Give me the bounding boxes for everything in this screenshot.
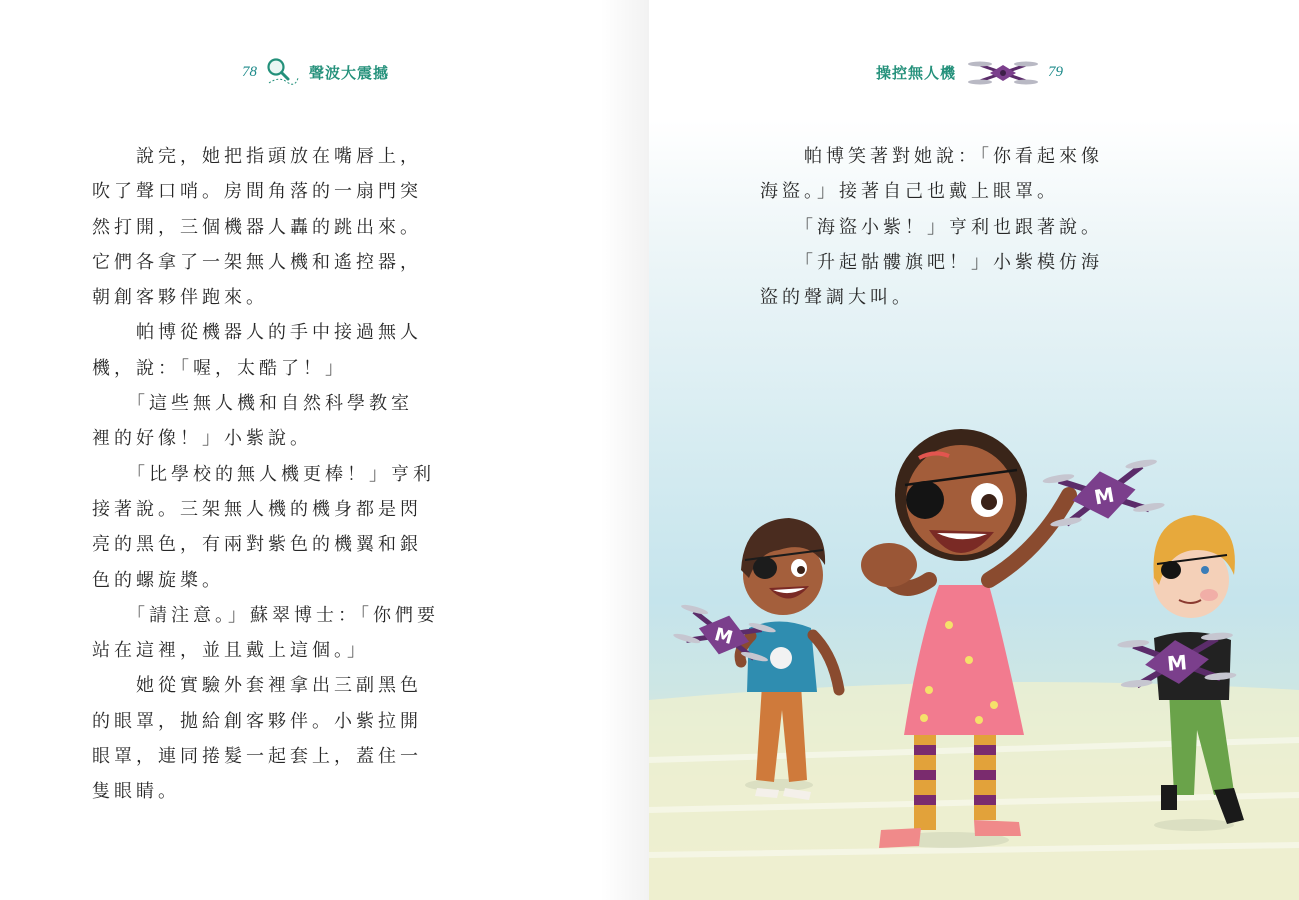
text-line: 它們各拿了一架無人機和遙控器， <box>92 251 422 273</box>
text-line: 海盜。」接著自己也戴上眼罩。 <box>760 181 1059 203</box>
text-line: 帕博從機器人的手中接過無人 <box>92 322 422 344</box>
left-chapter-title: 聲波大震撼 <box>309 63 390 82</box>
text-line: 眼罩，連同捲髮一起套上，蓋住一 <box>92 746 422 768</box>
text-line: 裡的好像！」小紫說。 <box>92 428 312 450</box>
magnifier-icon <box>263 56 299 88</box>
drone-icon <box>966 55 1040 89</box>
gutter-shadow <box>600 0 649 900</box>
text-line: 帕博笑著對她說：「你看起來像 <box>760 146 1103 167</box>
left-page <box>0 0 649 900</box>
right-page-number: 79 <box>1048 63 1064 80</box>
drone-logo-letter: M <box>1166 650 1189 676</box>
text-line: 她從實驗外套裡拿出三副黑色 <box>92 675 422 697</box>
left-page-header <box>242 56 389 88</box>
text-line: 的眼罩，拋給創客夥伴。小紫拉開 <box>92 710 422 732</box>
text-line: 色的螺旋槳。 <box>92 569 224 591</box>
left-body-text <box>92 139 552 810</box>
text-line: 站在這裡，並且戴上這個。」 <box>92 640 369 662</box>
text-line: 隻眼睛。 <box>92 781 180 803</box>
text-line: 接著說。三架無人機的機身都是閃 <box>92 498 422 520</box>
text-line: 「這些無人機和自然科學教室 <box>92 393 413 415</box>
text-line: 朝創客夥伴跑來。 <box>92 287 268 309</box>
drone-logo-letter: M <box>1092 482 1117 510</box>
right-chapter-title: 操控無人機 <box>876 63 957 82</box>
text-line: 「請注意。」蘇翠博士：「你們要 <box>92 604 439 626</box>
text-line: 機，說：「喔，太酷了！」 <box>92 357 347 379</box>
text-line: 「比學校的無人機更棒！」亨利 <box>92 463 435 485</box>
text-line: 然打開，三個機器人轟的跳出來。 <box>92 216 422 238</box>
text-line: 吹了聲口哨。房間角落的一扇門突 <box>92 181 422 203</box>
pirate-kids-illustration <box>649 400 1299 900</box>
text-line: 「升起骷髏旗吧！」小紫模仿海 <box>760 251 1103 273</box>
text-line: 說完，她把指頭放在嘴唇上， <box>92 146 422 167</box>
left-page-number: 78 <box>242 63 257 80</box>
text-line: 「海盜小紫！」亨利也跟著說。 <box>760 216 1103 238</box>
text-line: 亮的黑色，有兩對紫色的機翼和銀 <box>92 534 422 556</box>
right-page-header <box>876 56 1063 88</box>
text-line: 盜的聲調大叫。 <box>760 287 914 309</box>
drone-logo-letter: M <box>712 623 735 649</box>
right-body-text <box>760 139 1220 315</box>
